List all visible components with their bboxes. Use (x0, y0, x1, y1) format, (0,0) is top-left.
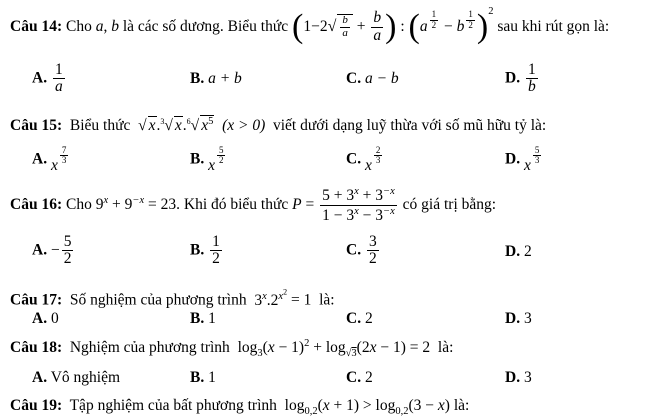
equation-rhs: = 2 (409, 339, 431, 357)
option-label: A. (32, 150, 48, 168)
option-a[interactable] (32, 234, 75, 268)
question-15 (10, 115, 546, 135)
math-expression: √ x.$^3$√ x.$^6$√ $x^5$ (138, 116, 214, 135)
numerator: 7 (61, 145, 67, 155)
numerator: 5 (534, 145, 540, 155)
option-label: A. (32, 310, 48, 327)
question-label: Câu 15: (10, 117, 63, 135)
question-stem: Biểu thức (69, 117, 131, 135)
option-label: A. (32, 69, 48, 87)
option-text: 1 (208, 310, 216, 327)
option-label: C. (346, 70, 362, 87)
option-label: C. (346, 241, 362, 259)
math-expression: P = $\frac{5 + 3^x + 3^{-x}}{1 - 3^x - 3^{-x}}$ (292, 186, 395, 224)
base: x (523, 156, 531, 174)
option-label: B. (190, 150, 205, 168)
option-c[interactable] (346, 234, 381, 268)
question-stem: Cho (65, 18, 92, 35)
option-label: C. (346, 310, 362, 327)
question-label: Câu 18: (10, 339, 63, 357)
option-a[interactable] (32, 369, 120, 387)
denominator: a (54, 78, 63, 96)
option-a[interactable] (32, 145, 70, 174)
math-expression: ( 1−2 √ $\frac{b}{a}$ + $\frac{b}{a}$ ) : ( a $^{\frac{1}{2}}$ − b $^{\frac{1}{2}}$ ) $^2$ (292, 5, 494, 45)
question-tail: có giá trị bằng: (402, 196, 497, 213)
numerator: 1 (527, 61, 536, 78)
option-c[interactable] (346, 310, 373, 328)
option-label: B. (190, 241, 205, 259)
option-text: Vô nghiệm (50, 369, 120, 386)
option-label: D. (505, 369, 521, 386)
math-expression: $\log_3(x - 1)^2 + \log_{√3}(2x - 1)$ (237, 338, 410, 360)
question-label: Câu 16: (10, 196, 63, 213)
option-d[interactable] (505, 369, 532, 387)
option-b[interactable] (190, 369, 216, 387)
question-tail: là: (453, 397, 470, 414)
option-label: A. (32, 241, 48, 259)
option-label: D. (505, 310, 521, 327)
comma: , (103, 18, 108, 35)
base: x (208, 156, 215, 174)
numerator: 3 (368, 233, 377, 250)
option-c[interactable] (346, 70, 399, 88)
option-label: C. (346, 150, 362, 168)
option-b[interactable] (190, 145, 227, 174)
question-stem: Cho (65, 196, 92, 213)
sign: − (50, 241, 60, 259)
option-c[interactable] (346, 369, 373, 387)
question-stem: là các số dương. Biểu thức (122, 18, 289, 35)
option-c[interactable] (346, 145, 384, 174)
option-d[interactable] (505, 145, 543, 174)
question-tail: là: (437, 339, 454, 357)
variable-a: a (95, 18, 104, 35)
question-14 (10, 4, 609, 50)
equation-rhs: = 1 (290, 291, 312, 309)
base: x (364, 156, 372, 174)
denominator: b (527, 78, 536, 96)
question-19 (10, 397, 469, 417)
numerator: 5 (218, 145, 224, 155)
option-label: B. (190, 310, 205, 327)
option-label: B. (190, 369, 205, 386)
option-text: 2 (364, 310, 373, 327)
question-stem: Tập nghiệm của bất phương trình (69, 397, 277, 414)
question-stem: . Khi đó biểu thức (176, 196, 289, 213)
denominator: 2 (368, 250, 377, 268)
option-text: a − b (364, 70, 399, 87)
base: x (50, 156, 58, 174)
math-expression: $9^x + 9^{-x}$ (95, 195, 145, 214)
option-text: 3 (523, 369, 532, 386)
question-stem: Nghiệm của phương trình (69, 339, 230, 357)
option-a[interactable] (32, 310, 59, 328)
question-tail: là: (319, 291, 335, 309)
variable-b: b (111, 18, 119, 35)
denominator: 2 (218, 155, 224, 166)
question-stem: Số nghiệm của phương trình (69, 291, 247, 309)
condition: (x > 0) (222, 117, 266, 135)
option-d[interactable] (505, 243, 532, 261)
option-text: 3 (523, 310, 532, 327)
option-a[interactable] (32, 62, 67, 96)
question-label: Câu 14: (10, 18, 63, 35)
denominator: 2 (63, 250, 72, 268)
option-b[interactable] (190, 234, 224, 268)
option-label: A. (32, 369, 48, 386)
equation-rhs: = 23 (148, 196, 177, 213)
option-d[interactable] (505, 310, 532, 328)
question-tail: viết dưới dạng luỹ thừa với số mũ hữu tỷ là: (273, 117, 547, 135)
question-18 (10, 338, 453, 359)
option-text: 0 (50, 310, 59, 327)
option-label: D. (505, 69, 521, 87)
question-label: Câu 19: (10, 397, 63, 414)
option-text: 2 (364, 369, 373, 386)
question-label: Câu 17: (10, 291, 63, 309)
option-label: C. (346, 369, 362, 386)
option-b[interactable] (190, 70, 242, 88)
question-tail: sau khi rút gọn là: (497, 18, 610, 35)
numerator: 2 (375, 145, 381, 155)
denominator: 3 (61, 155, 67, 166)
numerator: 1 (212, 233, 220, 250)
option-text: 1 (208, 369, 216, 386)
denominator: 2 (212, 250, 220, 268)
option-label: B. (190, 70, 205, 87)
denominator: 3 (534, 155, 540, 166)
option-text: a + b (208, 70, 242, 87)
question-17 (10, 287, 335, 310)
denominator: 3 (375, 155, 381, 166)
question-16 (10, 184, 496, 226)
math-expression: $\log_{0,2}(x + 1) > \log_{0,2}(3 - x)$ (284, 397, 454, 418)
numerator: 5 (63, 233, 72, 250)
option-text: 2 (523, 243, 532, 260)
numerator: 1 (54, 61, 63, 78)
option-label: D. (505, 150, 521, 168)
option-label: D. (505, 243, 521, 260)
option-d[interactable] (505, 62, 540, 96)
option-b[interactable] (190, 310, 216, 328)
math-expression: $3^x.2^{x^2}$ (254, 287, 288, 309)
